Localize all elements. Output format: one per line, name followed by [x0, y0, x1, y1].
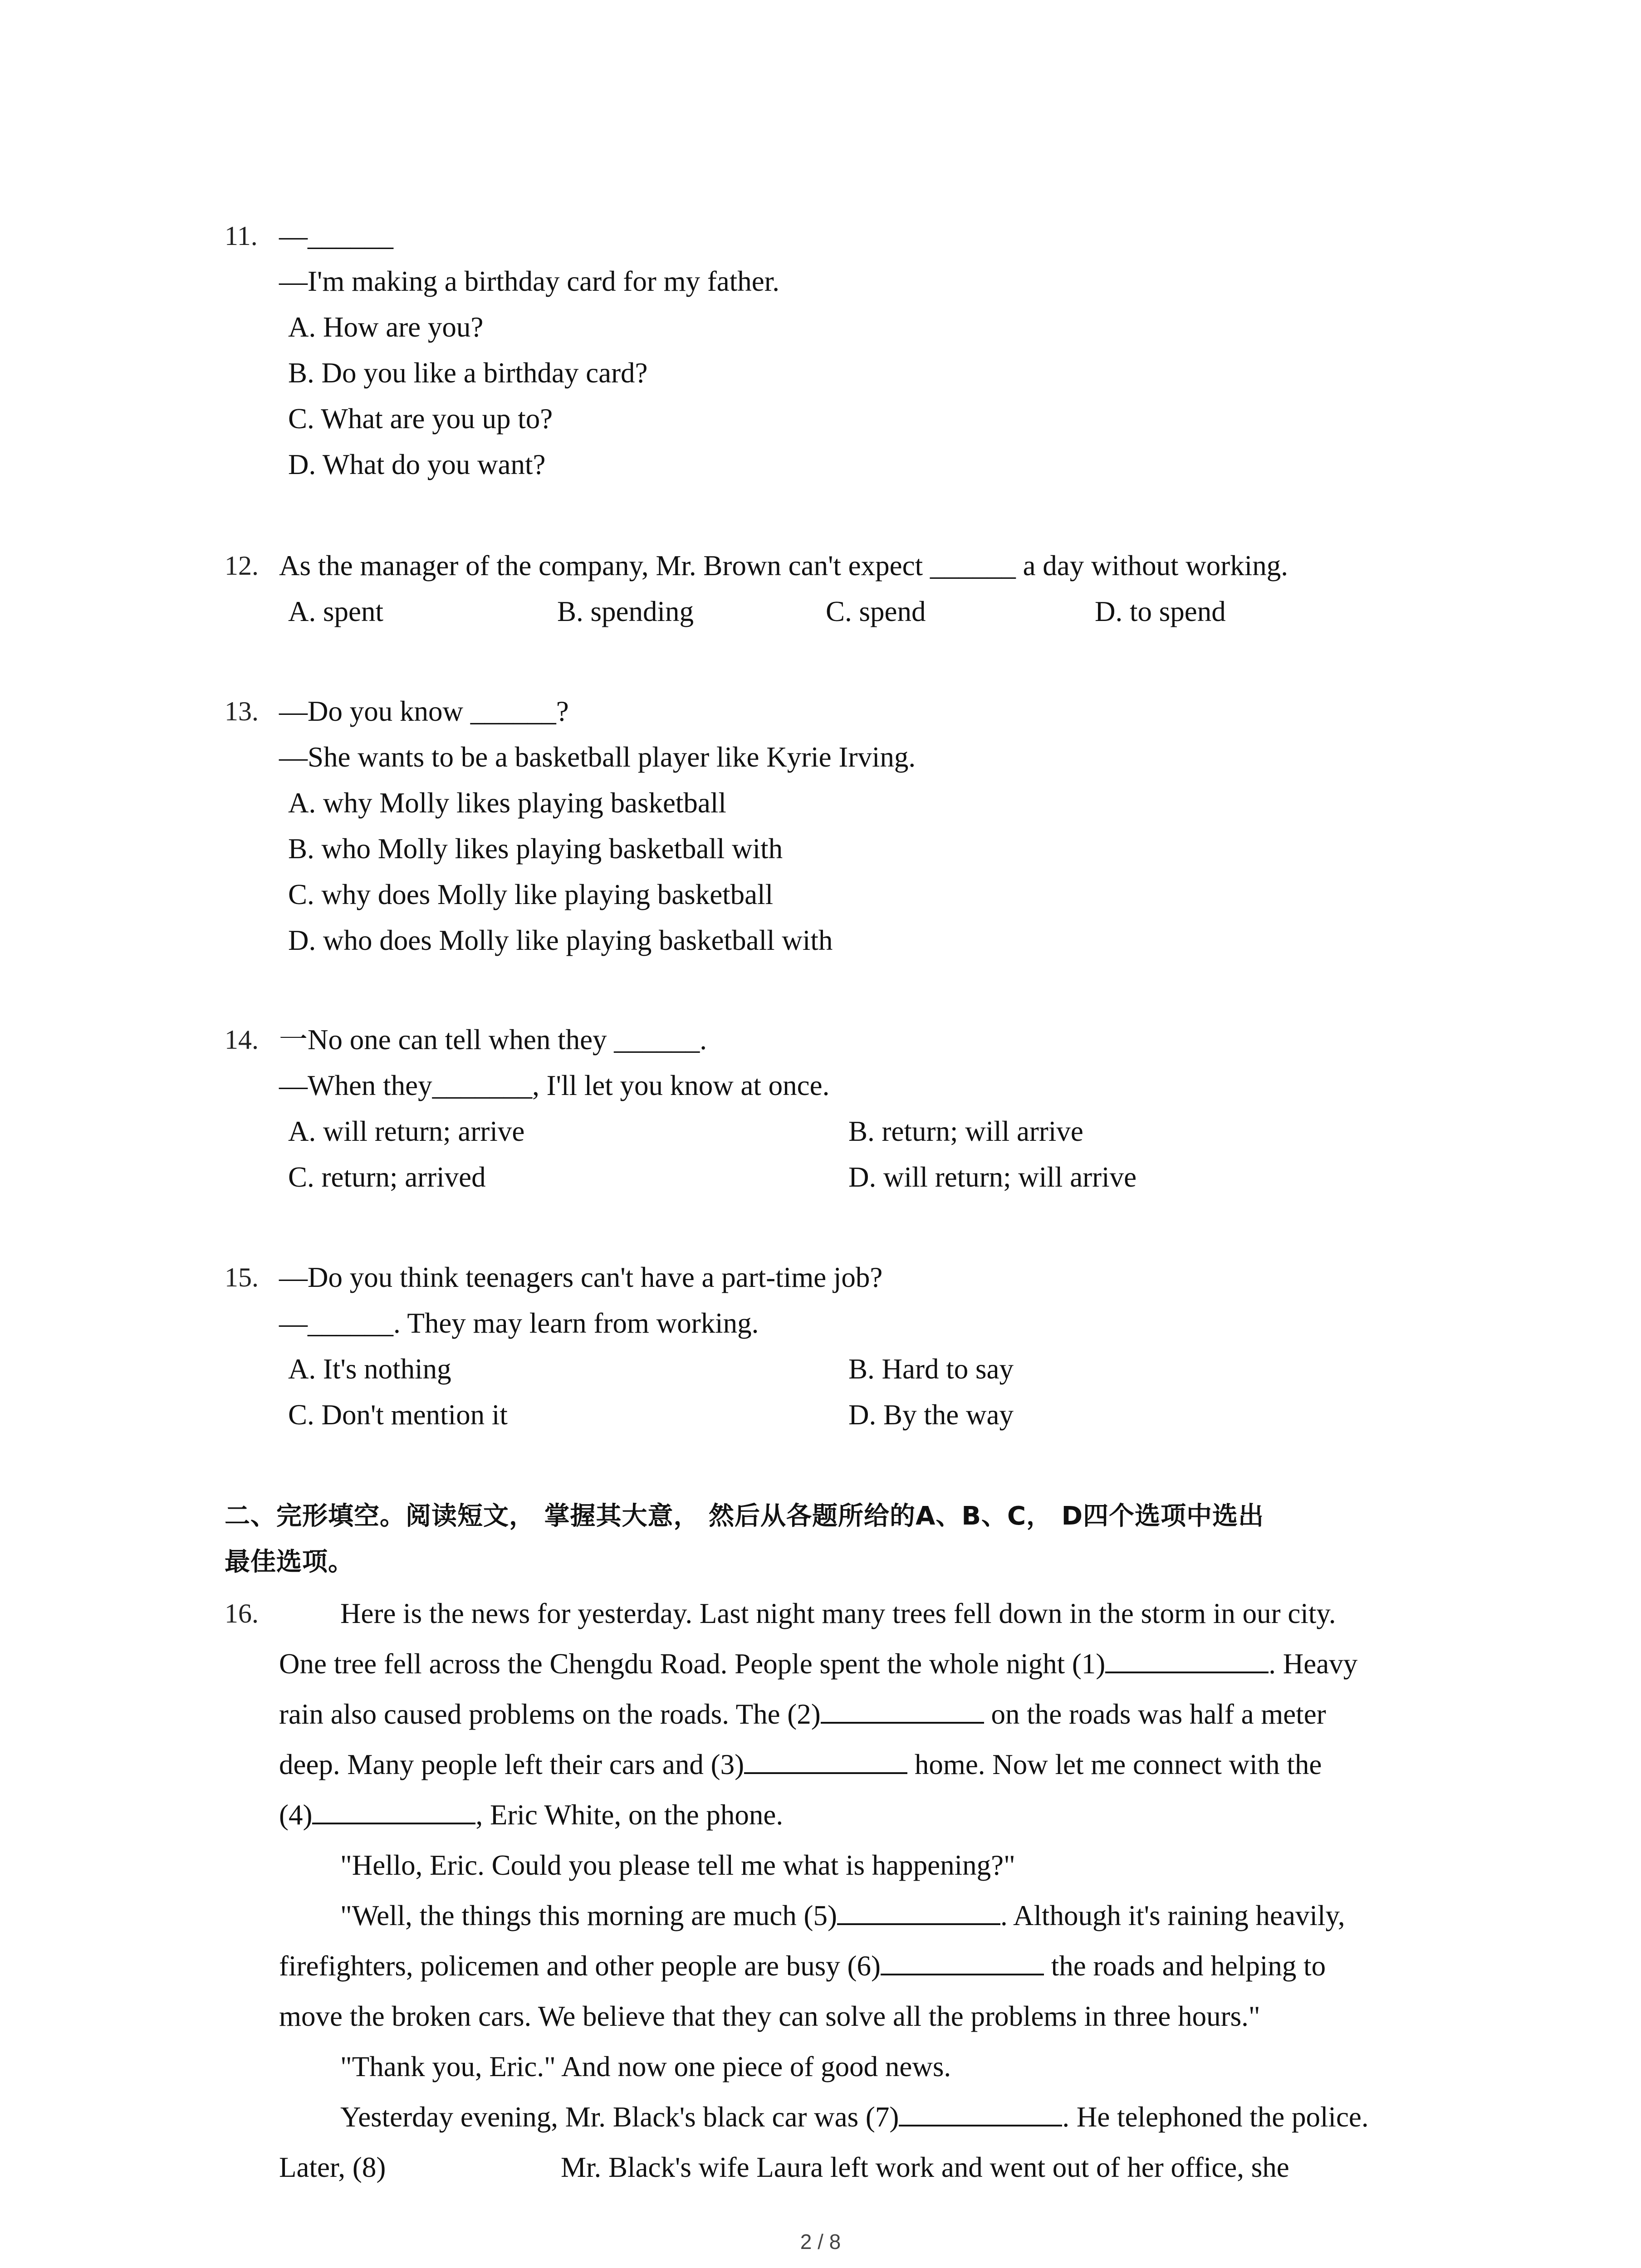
passage-line-10: "Thank you, Eric." And now one piece of good news.	[340, 2051, 951, 2082]
passage-line-1: Here is the news for yesterday. Last night many trees fell down in the storm in our city.	[340, 1598, 1336, 1629]
passage-line-4	[279, 1748, 1322, 1781]
passage-text: . Heavy	[1269, 1648, 1358, 1680]
passage-text: firefighters, policemen and other people are busy (6)	[279, 1950, 881, 1982]
passage-line-8	[279, 1950, 1326, 1982]
question-15-prompt-2: —______. They may learn from working.	[279, 1307, 759, 1339]
question-15-prompt-1: —Do you think teenagers can't have a part-time job?	[279, 1261, 883, 1293]
passage-text: Yesterday evening, Mr. Black's black car was (7)	[340, 2101, 899, 2133]
passage-text: . Although it's raining heavily,	[1000, 1900, 1345, 1931]
passage-line-12-end: Mr. Black's wife Laura left work and went out of her office, she	[561, 2151, 1289, 2183]
question-12-number: 12.	[225, 551, 259, 581]
passage-line-2	[279, 1647, 1357, 1680]
question-15-option-c: C. Don't mention it	[288, 1399, 508, 1431]
question-12-option-d: D. to spend	[1095, 596, 1226, 627]
question-12-option-a: A. spent	[288, 596, 383, 627]
passage-text: on the roads was half a meter	[984, 1698, 1326, 1730]
passage-text: . He telephoned the police.	[1062, 2101, 1369, 2133]
question-14-option-d: D. will return; will arrive	[848, 1161, 1137, 1193]
question-14-number: 14.	[225, 1025, 259, 1055]
passage-text: "Well, the things this morning are much (5)	[340, 1900, 837, 1931]
passage-line-7	[340, 1899, 1345, 1932]
question-12-prompt: As the manager of the company, Mr. Brown can't expect ______ a day without working.	[279, 550, 1288, 582]
blank-7	[899, 2101, 1062, 2126]
passage-text: (4)	[279, 1799, 313, 1831]
question-12-option-c: C. spend	[826, 596, 926, 627]
blank-6	[881, 1950, 1044, 1975]
question-14-prompt-2: —When they_______, I'll let you know at once.	[279, 1070, 830, 1101]
question-11-option-c: C. What are you up to?	[288, 403, 553, 435]
question-11-prompt-2: —I'm making a birthday card for my father.	[279, 265, 779, 297]
question-14-option-a: A. will return; arrive	[288, 1115, 525, 1147]
question-13-option-b: B. who Molly likes playing basketball with	[288, 833, 783, 865]
passage-text: deep. Many people left their cars and (3)	[279, 1749, 745, 1780]
passage-text: home. Now let me connect with the	[907, 1749, 1322, 1780]
page-indicator: 2 / 8	[800, 2230, 841, 2253]
question-14-option-c: C. return; arrived	[288, 1161, 486, 1193]
question-13-number: 13.	[225, 696, 259, 726]
section-heading-line-2: 最佳选项。	[225, 1547, 354, 1577]
passage-line-3	[279, 1698, 1326, 1730]
passage-line-6: "Hello, Eric. Could you please tell me what is happening?"	[340, 1849, 1015, 1881]
blank-3	[744, 1749, 907, 1774]
question-15-option-a: A. It's nothing	[288, 1353, 451, 1385]
passage-line-11	[340, 2101, 1369, 2133]
question-15-number: 15.	[225, 1262, 259, 1292]
blank-2	[821, 1698, 984, 1724]
passage-text: the roads and helping to	[1043, 1950, 1326, 1982]
question-13-option-c: C. why does Molly like playing basketball	[288, 879, 774, 910]
blank-1	[1105, 1648, 1269, 1673]
section-heading-line-1: 二、完形填空。阅读短文， 掌握其大意， 然后从各题所给的A、B、C， D四个选项中选出	[225, 1501, 1264, 1531]
passage-line-9: move the broken cars. We believe that they can solve all the problems in three hours."	[279, 2000, 1260, 2032]
question-13-prompt-2: ―She wants to be a basketball player like Kyrie Irving.	[279, 741, 916, 773]
question-11-prompt-1: —______	[279, 220, 393, 252]
question-13-option-d: D. who does Molly like playing basketball with	[288, 924, 833, 956]
blank-4	[312, 1799, 475, 1824]
passage-line-12-start: Later, (8)	[279, 2151, 386, 2183]
question-15-option-d: D. By the way	[848, 1399, 1014, 1431]
question-13-prompt-1: —Do you know ______?	[279, 695, 569, 727]
question-14-prompt-1: 一No one can tell when they ______.	[279, 1024, 707, 1056]
question-15-option-b: B. Hard to say	[848, 1353, 1014, 1385]
question-11-option-a: A. How are you?	[288, 311, 484, 343]
passage-text: One tree fell across the Chengdu Road. People spent the whole night (1)	[279, 1648, 1106, 1680]
question-14-option-b: B. return; will arrive	[848, 1115, 1083, 1147]
question-11-number: 11.	[225, 221, 258, 251]
question-12-option-b: B. spending	[557, 596, 694, 627]
passage-number: 16.	[225, 1598, 259, 1628]
passage-line-5	[279, 1799, 783, 1831]
question-13-option-a: A. why Molly likes playing basketball	[288, 787, 726, 819]
question-11-option-b: B. Do you like a birthday card?	[288, 357, 648, 389]
passage-text: rain also caused problems on the roads. The (2)	[279, 1698, 821, 1730]
question-11-option-d: D. What do you want?	[288, 449, 546, 480]
blank-5	[837, 1900, 1000, 1925]
passage-text: , Eric White, on the phone.	[475, 1799, 784, 1831]
